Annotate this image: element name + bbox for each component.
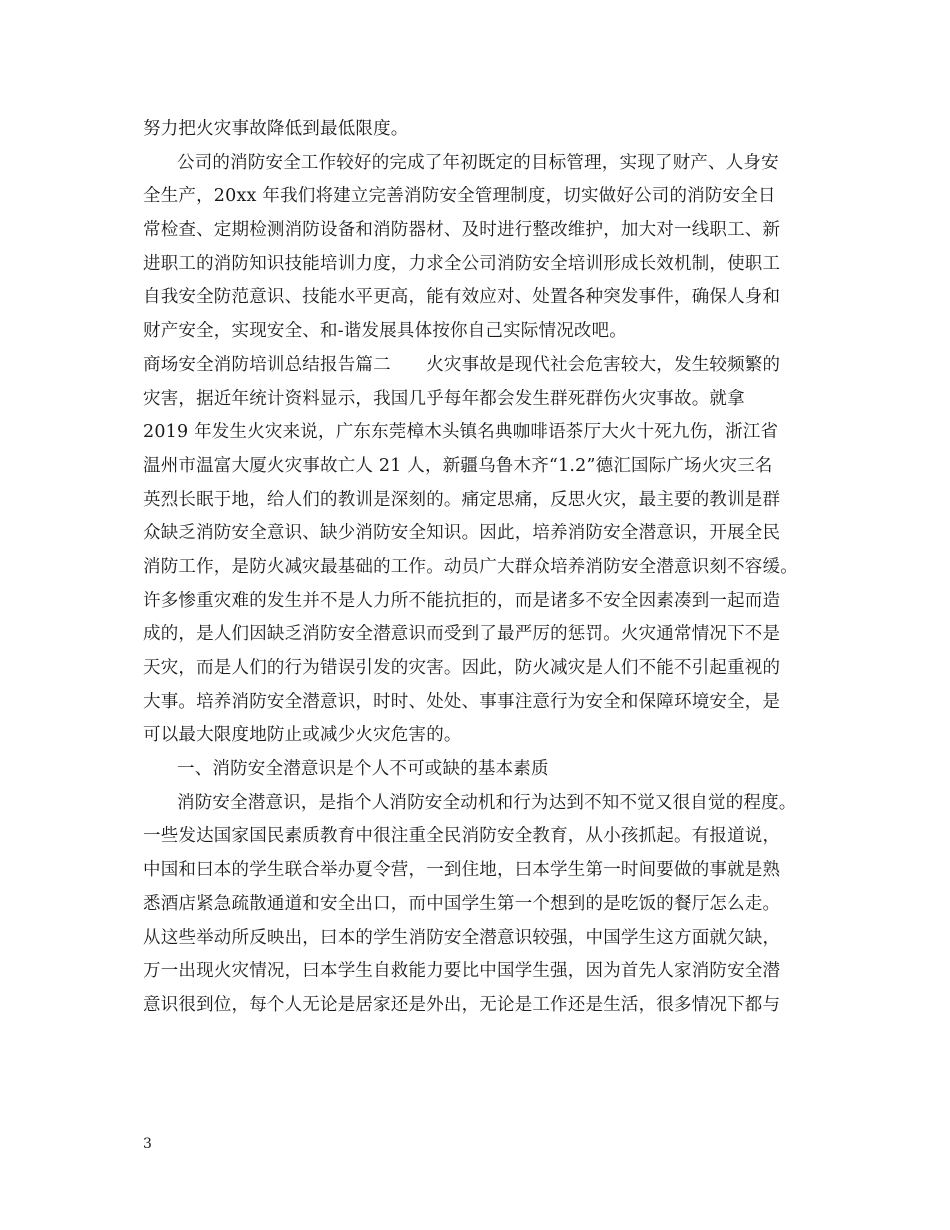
text-line: 商场安全消防培训总结报告篇二 火灾事故是现代社会危害较大，发生较频繁的 bbox=[143, 354, 781, 375]
text-line: 从这些举动所反映出，曰本的学生消防安全潜意识较强，中国学生这方面就欠缺， bbox=[143, 927, 781, 948]
text-line: 一些发达国家国民素质教育中很注重全民消防安全教育，从小孩抓起。有报道说， bbox=[143, 826, 781, 847]
body-text bbox=[143, 113, 815, 1023]
text-line: 消防工作，是防火减灾最基础的工作。动员广大群众培养消防安全潜意识刻不容缓。 bbox=[143, 556, 798, 577]
text-line: 悉酒店紧急疏散通道和安全出口，而中国学生第一个想到的是吃饭的餐厅怎么走。 bbox=[143, 893, 781, 914]
text-line: 意识很到位，每个人无论是居家还是外出，无论是工作还是生活，很多情况下都与 bbox=[143, 994, 781, 1015]
text-line: 进职工的消防知识技能培训力度，力求全公司消防安全培训形成长效机制，使职工 bbox=[143, 253, 781, 274]
text-line: 天灾，而是人们的行为错误引发的灾害。因此，防火减灾是人们不能不引起重视的 bbox=[143, 658, 781, 678]
text-line: 成的，是人们因缺乏消防安全潜意识而受到了最严厉的惩罚。火灾通常情况下不是 bbox=[143, 624, 781, 645]
text-line: 自我安全防范意识、技能水平更高，能有效应对、处置各种突发事件，确保人身和 bbox=[143, 287, 781, 308]
text-line: 可以最大限度地防止或减少火灾危害的。 bbox=[143, 725, 462, 746]
text-line: 温州市温富大厦火灾事故亡人 21 人，新疆乌鲁木齐“1.2”德汇国际广场火灾三名 bbox=[143, 455, 773, 476]
text-line: 财产安全，实现安全、和-谐发展具体按你自己实际情况改吧。 bbox=[143, 321, 628, 342]
text-line: 众缺乏消防安全意识、缺少消防安全知识。因此，培养消防安全潜意识，开展全民 bbox=[143, 523, 781, 544]
text-line: 灾害，据近年统计资料显示，我国几乎每年都会发生群死群伤火灾事故。就拿 bbox=[143, 388, 745, 409]
text-line: 努力把火灾事故降低到最低限度。 bbox=[143, 119, 409, 139]
text-line: 中国和曰本的学生联合举办夏令营，一到住地，曰本学生第一时间要做的事就是熟 bbox=[143, 860, 781, 881]
text-line: 英烈长眠于地，给人们的教训是深刻的。痛定思痛，反思火灾，最主要的教训是群 bbox=[143, 489, 781, 510]
text-line: 一、消防安全潜意识是个人不可或缺的基本素质 bbox=[177, 759, 549, 780]
text-line: 全生产，20xx 年我们将建立完善消防安全管理制度，切实做好公司的消防安全日 bbox=[143, 186, 776, 207]
text-line: 大事。培养消防安全潜意识，时时、处处、事事注意行为安全和保障环境安全，是 bbox=[143, 691, 781, 712]
text-line: 许多惨重灾难的发生并不是人力所不能抗拒的，而是诸多不安全因素凑到一起而造 bbox=[143, 590, 781, 611]
text-line: 万一出现火灾情况，曰本学生自救能力要比中国学生强，因为首先人家消防安全潜 bbox=[143, 961, 781, 982]
page-number: 3 bbox=[143, 1136, 152, 1152]
text-line: 消防安全潜意识，是指个人消防安全动机和行为达到不知不觉又很自觉的程度。 bbox=[177, 792, 797, 813]
text-line: 常检查、定期检测消防设备和消防器材、及时进行整改维护，加大对一线职工、新 bbox=[143, 220, 781, 241]
text-line: 公司的消防安全工作较好的完成了年初既定的目标管理，实现了财产、人身安 bbox=[177, 152, 779, 173]
text-line: 2019 年发生火灾来说，广东东莞樟木头镇名典咖啡语茶厅大火十死九伤，浙江省 bbox=[143, 422, 779, 443]
